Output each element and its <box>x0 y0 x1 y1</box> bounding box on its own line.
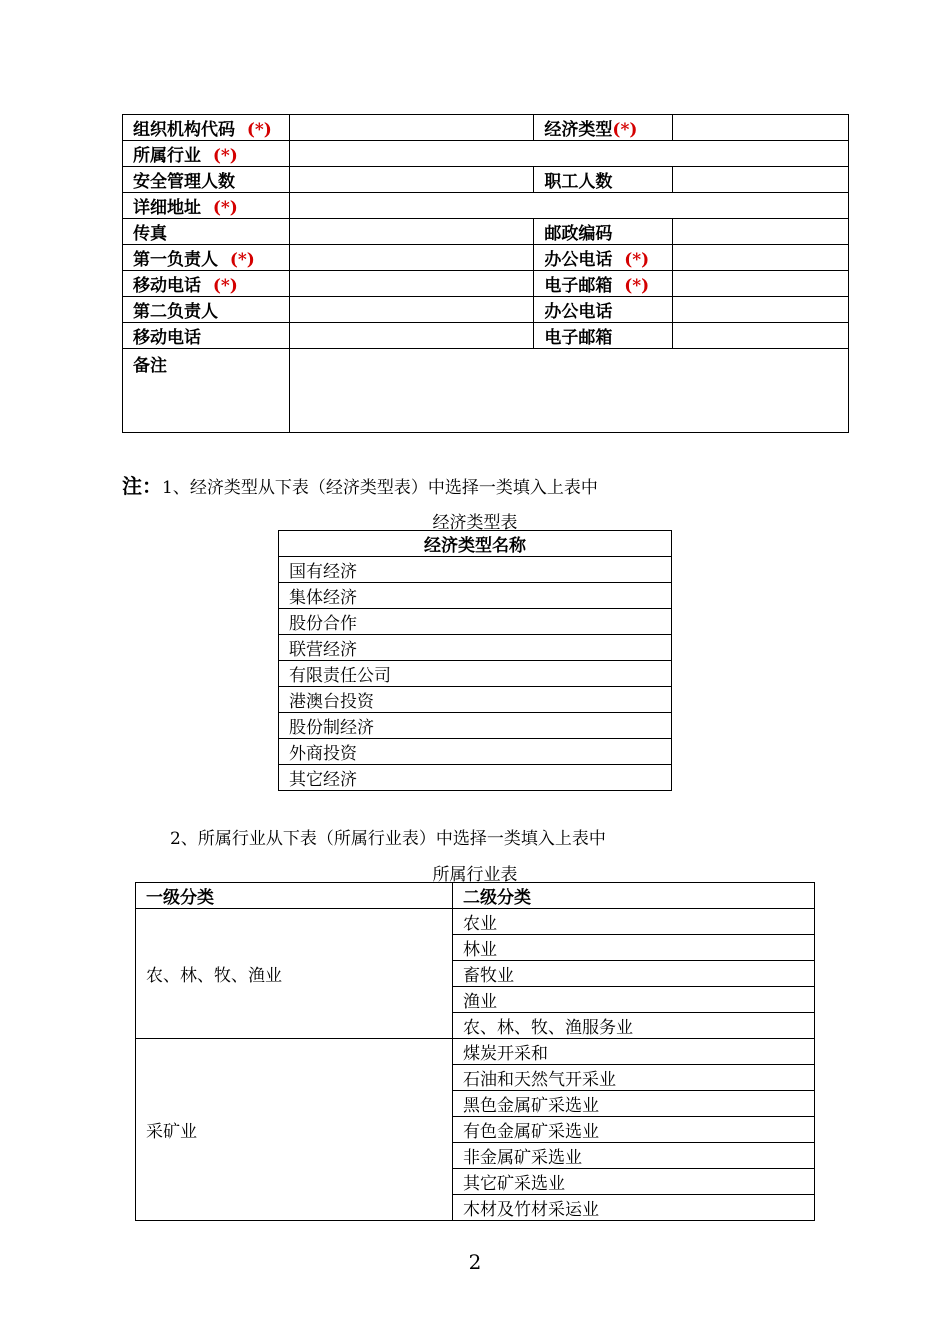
econ-table-caption: 经济类型表 <box>432 513 518 533</box>
employees-label: 职工人数 <box>534 167 673 193</box>
email2-label: 电子邮箱 <box>534 323 673 349</box>
econ-type-cell: 外商投资 <box>279 739 672 765</box>
industry-level2-cell: 林业 <box>453 935 815 961</box>
econ-type-cell: 港澳台投资 <box>279 687 672 713</box>
econ-type-cell: 其它经济 <box>279 765 672 791</box>
fax-label: 传真 <box>123 219 290 245</box>
industry-level1-cell: 农、林、牧、渔业 <box>136 909 453 1039</box>
second-person-field[interactable] <box>289 297 534 323</box>
industry-level2-cell: 其它矿采选业 <box>453 1169 815 1195</box>
required-mark: (*) <box>612 120 638 140</box>
industry-level1-cell: 采矿业 <box>136 1039 453 1221</box>
industry-header-level2: 二级分类 <box>453 883 815 909</box>
first-person-field[interactable] <box>289 245 534 271</box>
employees-field[interactable] <box>673 167 849 193</box>
email-label: 电子邮箱 (*) <box>534 271 673 297</box>
office-phone2-label: 办公电话 <box>534 297 673 323</box>
industry-level2-cell: 畜牧业 <box>453 961 815 987</box>
required-mark: (*) <box>229 250 255 270</box>
econ-type-cell: 联营经济 <box>279 635 672 661</box>
safety-staff-label: 安全管理人数 <box>123 167 290 193</box>
note-head: 注： <box>122 474 162 498</box>
econ-type-table <box>278 530 672 791</box>
econ-table-header: 经济类型名称 <box>279 531 672 557</box>
table-row <box>279 687 672 713</box>
registration-form-table <box>122 114 849 433</box>
fax-field[interactable] <box>289 219 534 245</box>
econ-type-label: 经济类型(*) <box>534 115 673 141</box>
mobile2-field[interactable] <box>289 323 534 349</box>
table-row <box>279 765 672 791</box>
first-person-label: 第一负责人 (*) <box>123 245 290 271</box>
email2-field[interactable] <box>673 323 849 349</box>
econ-type-cell: 有限责任公司 <box>279 661 672 687</box>
table-row <box>279 583 672 609</box>
industry-table <box>135 882 815 1221</box>
industry-level2-cell: 煤炭开采和 <box>453 1039 815 1065</box>
industry-table-caption: 所属行业表 <box>432 865 518 885</box>
required-mark: (*) <box>212 146 238 166</box>
address-field[interactable] <box>289 193 848 219</box>
econ-type-cell: 集体经济 <box>279 583 672 609</box>
second-person-label: 第二负责人 <box>123 297 290 323</box>
industry-level2-cell: 有色金属矿采选业 <box>453 1117 815 1143</box>
org-code-label: 组织机构代码 (*) <box>123 115 290 141</box>
table-row <box>136 909 815 935</box>
table-row <box>279 609 672 635</box>
postal-label: 邮政编码 <box>534 219 673 245</box>
econ-type-field[interactable] <box>673 115 849 141</box>
note-2-text: 2、所属行业从下表（所属行业表）中选择一类填入上表中 <box>170 829 606 849</box>
mobile-label: 移动电话 (*) <box>123 271 290 297</box>
required-mark: (*) <box>624 250 650 270</box>
table-row <box>136 1039 815 1065</box>
mobile2-label: 移动电话 <box>123 323 290 349</box>
industry-header-level1: 一级分类 <box>136 883 453 909</box>
org-code-field[interactable] <box>289 115 534 141</box>
mobile-field[interactable] <box>289 271 534 297</box>
econ-type-cell: 股份合作 <box>279 609 672 635</box>
table-row <box>279 713 672 739</box>
table-row <box>279 661 672 687</box>
page-number: 2 <box>468 1250 482 1274</box>
note-1 <box>122 470 598 499</box>
industry-level2-cell: 渔业 <box>453 987 815 1013</box>
industry-level2-cell: 木材及竹材采运业 <box>453 1195 815 1221</box>
note-1-text: 1、经济类型从下表（经济类型表）中选择一类填入上表中 <box>162 478 598 498</box>
table-row <box>279 739 672 765</box>
industry-level2-cell: 石油和天然气开采业 <box>453 1065 815 1091</box>
industry-label: 所属行业 (*) <box>123 141 290 167</box>
required-mark: (*) <box>246 120 272 140</box>
econ-type-cell: 国有经济 <box>279 557 672 583</box>
industry-level2-cell: 农业 <box>453 909 815 935</box>
remarks-field[interactable] <box>289 349 848 433</box>
email-field[interactable] <box>673 271 849 297</box>
required-mark: (*) <box>624 276 650 296</box>
office-phone-field[interactable] <box>673 245 849 271</box>
postal-field[interactable] <box>673 219 849 245</box>
required-mark: (*) <box>212 198 238 218</box>
safety-staff-field[interactable] <box>289 167 534 193</box>
required-mark: (*) <box>212 276 238 296</box>
address-label: 详细地址 (*) <box>123 193 290 219</box>
office-phone2-field[interactable] <box>673 297 849 323</box>
remarks-label: 备注 <box>123 349 290 433</box>
industry-level2-cell: 非金属矿采选业 <box>453 1143 815 1169</box>
office-phone-label: 办公电话 (*) <box>534 245 673 271</box>
table-row <box>279 635 672 661</box>
industry-field[interactable] <box>289 141 848 167</box>
table-row <box>279 557 672 583</box>
industry-level2-cell: 农、林、牧、渔服务业 <box>453 1013 815 1039</box>
econ-type-cell: 股份制经济 <box>279 713 672 739</box>
industry-level2-cell: 黑色金属矿采选业 <box>453 1091 815 1117</box>
